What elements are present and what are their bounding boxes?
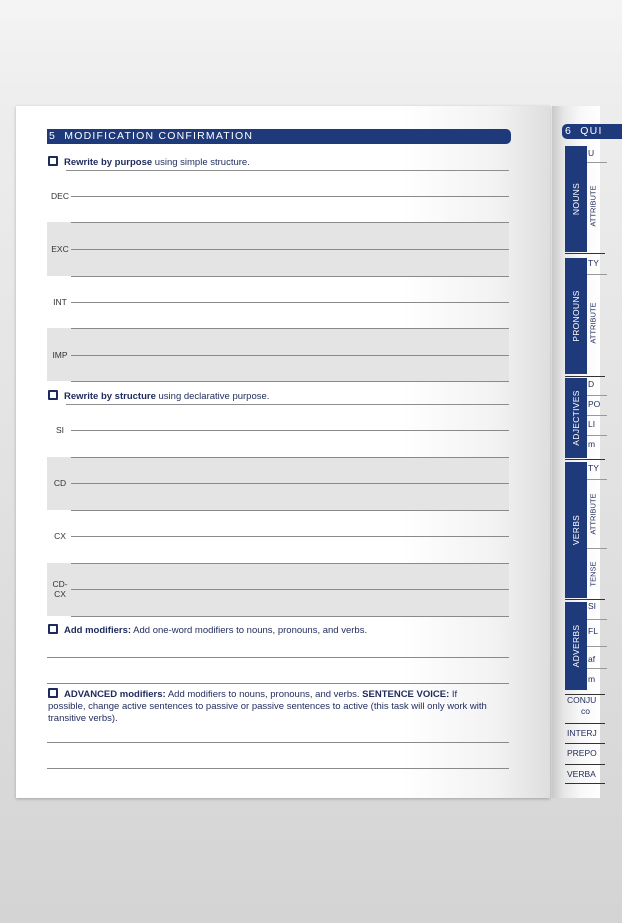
section-number: 6: [565, 125, 573, 137]
checkbox[interactable]: [48, 156, 58, 166]
divider: [565, 459, 605, 460]
divider: [587, 479, 607, 480]
divider: [587, 619, 607, 620]
task-text: Add modifiers to nouns, pronouns, and verbs.: [165, 689, 363, 700]
cell-verbals: VERBA: [565, 764, 605, 784]
writing-line[interactable]: [71, 276, 509, 277]
cell-attribute: ATTRIBUTE: [588, 302, 598, 344]
section-header: [47, 129, 511, 144]
task-add-modifiers: [48, 624, 367, 636]
writing-line[interactable]: [47, 742, 509, 743]
task-bold: Rewrite by purpose: [64, 157, 153, 168]
divider: [587, 274, 607, 275]
writing-line[interactable]: [71, 355, 509, 356]
cell: FL: [588, 626, 598, 636]
divider: [66, 170, 509, 171]
right-page: [552, 106, 603, 798]
cell-prepositions: PREPO: [565, 743, 605, 763]
cell: PO: [588, 399, 601, 409]
cell-interjections: INTERJ: [565, 723, 605, 743]
cell-conjunctions: CONJU co: [565, 694, 605, 722]
row-label-imp: IMP: [52, 350, 68, 360]
task-text: Add one-word modifiers to nouns, pronouns, and verbs.: [131, 625, 368, 636]
cell: D: [588, 379, 595, 389]
category-pronouns: PRONOUNS: [565, 258, 587, 374]
divider: [587, 395, 607, 396]
section-header: [562, 124, 622, 139]
writing-line[interactable]: [71, 457, 509, 458]
cell: TY: [588, 258, 599, 268]
row-label-int: INT: [53, 297, 67, 307]
writing-line[interactable]: [71, 563, 509, 564]
cell-attribute: ATTRIBUTE: [588, 493, 598, 535]
row-label-dec: DEC: [51, 191, 69, 201]
row-label-cd-cx: CD- CX: [52, 579, 68, 599]
task-bold: Rewrite by structure: [64, 391, 156, 402]
divider: [565, 599, 605, 600]
task-rewrite-structure: [48, 390, 269, 402]
row-label-cd: CD: [53, 478, 67, 488]
divider: [587, 435, 607, 436]
task-bold: SENTENCE VOICE:: [362, 689, 450, 700]
writing-line[interactable]: [71, 196, 509, 197]
writing-line[interactable]: [47, 768, 509, 769]
row-label-si: SI: [55, 425, 65, 435]
section-title: QUI: [580, 125, 603, 137]
divider: [565, 376, 605, 377]
section-title: MODIFICATION CONFIRMATION: [64, 130, 254, 142]
checkbox[interactable]: [48, 624, 58, 634]
category-verbs: VERBS: [565, 462, 587, 598]
cell: SI: [588, 601, 597, 611]
writing-line[interactable]: [71, 536, 509, 537]
writing-line[interactable]: [47, 683, 509, 684]
divider: [587, 415, 607, 416]
cell: TY: [588, 463, 599, 473]
task-text: using simple structure.: [152, 157, 250, 168]
cell: LI: [588, 419, 596, 429]
task-text: If possible, change active sentences to passive or passive sentences to active (this task will only work with transitive verbs).: [48, 689, 487, 724]
cell: m: [588, 674, 596, 684]
divider: [565, 253, 605, 254]
divider: [587, 548, 607, 549]
category-nouns: NOUNS: [565, 146, 587, 252]
task-bold: Add modifiers:: [64, 625, 132, 636]
task-text: using declarative purpose.: [155, 391, 270, 402]
writing-line[interactable]: [71, 510, 509, 511]
cell: U: [588, 148, 595, 158]
cell-attribute: ATTRIBUTE: [588, 185, 598, 227]
divider: [587, 162, 607, 163]
cell: af: [588, 654, 596, 664]
section-number: 5: [49, 130, 57, 142]
category-adjectives: ADJECTIVES: [565, 378, 587, 458]
writing-line[interactable]: [71, 430, 509, 431]
cell: m: [588, 439, 596, 449]
left-page: [16, 106, 550, 798]
writing-line[interactable]: [71, 616, 509, 617]
writing-line[interactable]: [71, 381, 509, 382]
writing-line[interactable]: [71, 483, 509, 484]
cell-tense: TENSE: [588, 561, 598, 587]
writing-line[interactable]: [71, 328, 509, 329]
writing-line[interactable]: [71, 249, 509, 250]
category-adverbs: ADVERBS: [565, 602, 587, 690]
checkbox[interactable]: [48, 390, 58, 400]
divider: [587, 646, 607, 647]
writing-line[interactable]: [71, 302, 509, 303]
writing-line[interactable]: [71, 222, 509, 223]
writing-line[interactable]: [71, 589, 509, 590]
writing-line[interactable]: [47, 657, 509, 658]
checkbox[interactable]: [48, 688, 58, 698]
divider: [587, 668, 607, 669]
task-bold: ADVANCED modifiers:: [64, 689, 166, 700]
task-rewrite-purpose: [48, 156, 250, 168]
row-label-exc: EXC: [51, 244, 69, 254]
row-label-cx: CX: [54, 531, 66, 541]
task-advanced-modifiers: [48, 688, 488, 725]
divider: [66, 404, 509, 405]
